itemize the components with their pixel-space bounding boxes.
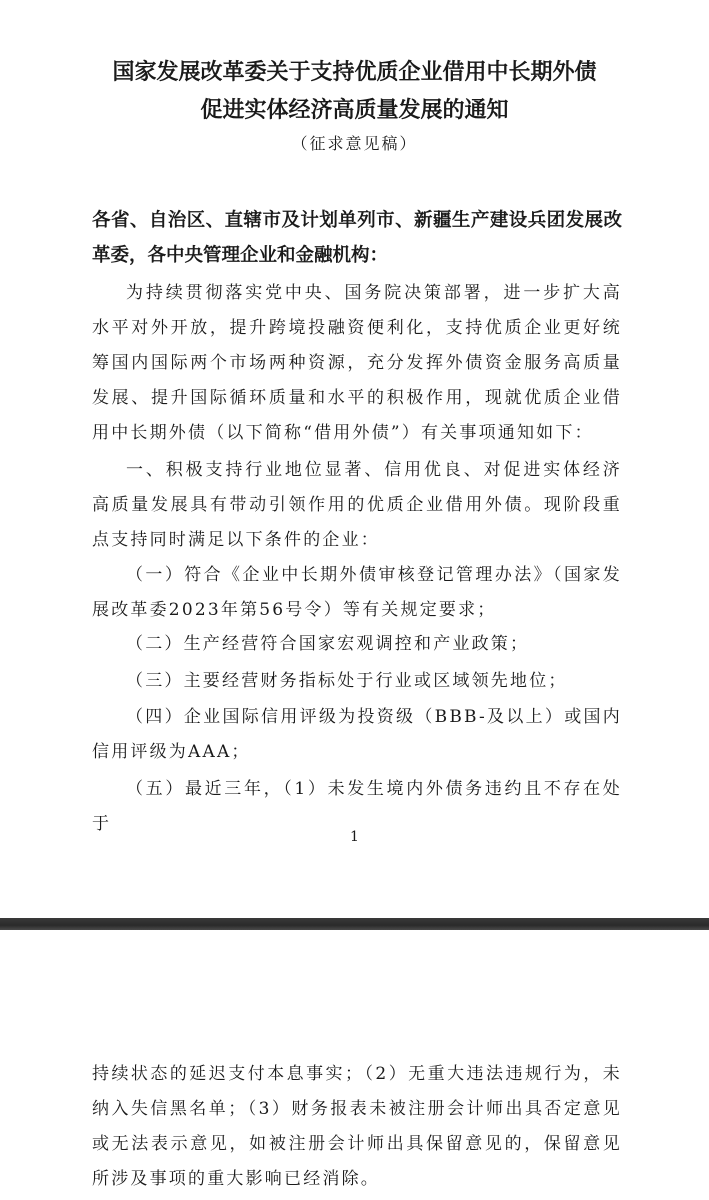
document-subtitle: （征求意见稿） bbox=[291, 134, 418, 153]
paragraph-item-2: （二）生产经营符合国家宏观调控和产业政策； bbox=[126, 634, 530, 654]
page-number: 1 bbox=[350, 829, 359, 845]
paragraph-section-1: 一、积极支持行业地位显著、信用优良、对促进实体经济高质量发展具有带动引领作用的优质企业借用外债。现阶段重点支持同时满足以下条件的企业： bbox=[92, 460, 622, 550]
paragraph-intro: 为持续贯彻落实党中央、国务院决策部署，进一步扩大高水平对外开放，提升跨境投融资便利化，支持优质企业更好统筹国内国际两个市场两种资源，充分发挥外债资金服务高质量发展、提升国际循环质量和水平的积极作用，现就优质企业借用中长期外债（以下简称“借用外债”）有关事项通知如下： bbox=[92, 283, 622, 443]
paragraph-item-4: （四）企业国际信用评级为投资级（BBB-及以上）或国内信用评级为AAA； bbox=[92, 707, 622, 762]
document-title-line-2: 促进实体经济高质量发展的通知 bbox=[200, 97, 509, 123]
paragraph-item-1: （一）符合《企业中长期外债审核登记管理办法》（国家发展改革委2023年第56号令）等有关规定要求； bbox=[92, 565, 622, 620]
page-divider bbox=[0, 918, 709, 930]
paragraph-item-5-continued: 持续状态的延迟支付本息事实；（2）无重大违法违规行为，未纳入失信黑名单；（3）财务报表未被注册会计师出具否定意见或无法表示意见，如被注册会计师出具保留意见的，保留意见所涉及事项的重大影响已经消除。 bbox=[92, 1064, 622, 1189]
paragraph-item-3: （三）主要经营财务指标处于行业或区域领先地位； bbox=[126, 671, 568, 691]
paragraph-item-5: （五）最近三年，（1）未发生境内外债务违约且不存在处于 bbox=[92, 779, 622, 834]
document-title-line-1: 国家发展改革委关于支持优质企业借用中长期外债 bbox=[112, 59, 597, 85]
addressee: 各省、自治区、直辖市及计划单列市、新疆生产建设兵团发展改革委，各中央管理企业和金融机构： bbox=[92, 210, 622, 266]
